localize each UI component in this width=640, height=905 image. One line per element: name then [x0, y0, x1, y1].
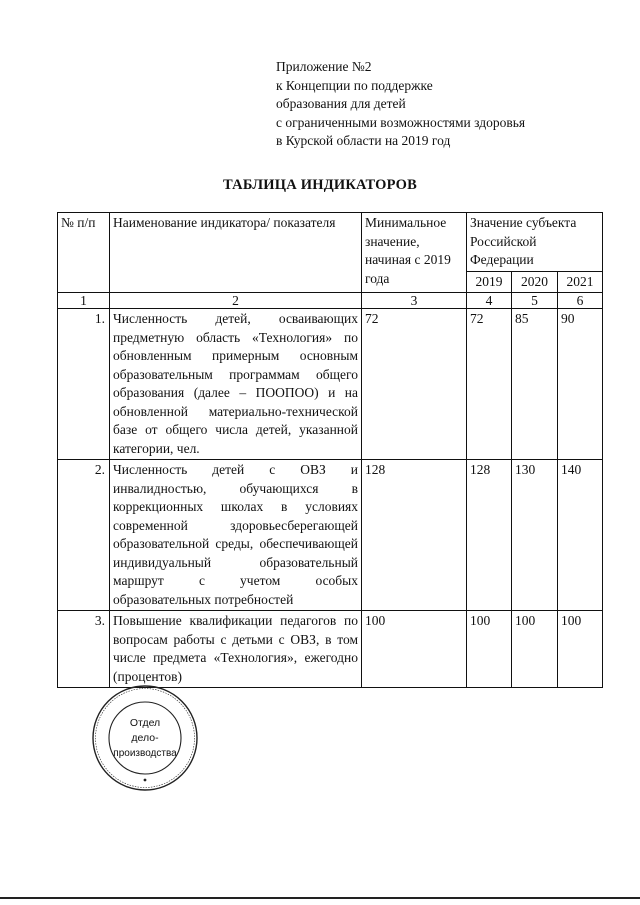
row-value-2020: 100: [512, 611, 558, 688]
stamp-seal-icon: [91, 684, 199, 792]
table-row: [58, 460, 603, 611]
bottom-scan-line: [0, 897, 640, 899]
row-min: 128: [362, 460, 467, 611]
row-name: Повышение квалификации педагогов по вопросам работы с детьми с ОВЗ, в том числе предмета «Технология», ежегодно (процентов): [110, 611, 362, 688]
header-group: Значение субъекта Российской Федерации: [467, 213, 603, 272]
index-cell: 4: [467, 293, 512, 309]
header-year: 2021: [558, 271, 603, 293]
row-num: 1.: [58, 309, 110, 460]
row-min: 72: [362, 309, 467, 460]
stamp-line: производства: [113, 748, 177, 759]
stamp-line: дело-: [131, 732, 159, 744]
row-value-2020: 130: [512, 460, 558, 611]
table-index-row: [58, 293, 603, 309]
row-value-2019: 128: [467, 460, 512, 611]
row-min: 100: [362, 611, 467, 688]
header-name: Наименование индикатора/ показателя: [110, 213, 362, 293]
index-cell: 5: [512, 293, 558, 309]
row-num: 2.: [58, 460, 110, 611]
row-value-2021: 140: [558, 460, 603, 611]
appendix-line: в Курской области на 2019 год: [276, 133, 451, 148]
row-value-2021: 90: [558, 309, 603, 460]
row-value-2019: 72: [467, 309, 512, 460]
appendix-line: образования для детей: [276, 96, 406, 111]
row-value-2021: 100: [558, 611, 603, 688]
appendix-line: с ограниченными возможностями здоровья: [276, 114, 526, 130]
index-cell: 2: [110, 293, 362, 309]
appendix-line: Приложение №2: [276, 59, 372, 74]
index-cell: 3: [362, 293, 467, 309]
row-value-2019: 100: [467, 611, 512, 688]
stamp-line: Отдел: [129, 717, 161, 729]
indicators-table: [57, 212, 603, 688]
header-year: 2020: [512, 271, 558, 293]
header-year: 2019: [467, 271, 512, 293]
row-name: Численность детей, осваивающих предметную область «Технология» по обновленным примерным основным образовательным программам общего образования (далее – ПООПОО) и на обновленной материально-технической базе от общего числа детей, указанной категории, чел.: [110, 309, 362, 460]
index-cell: 6: [558, 293, 603, 309]
row-name: Численность детей с ОВЗ и инвалидностью, обучающихся в коррекционных школах в условиях современной здоровьесберегающей образовательной среды, обеспечивающей индивидуальный образовательный маршрут с учетом особых образовательных потребностей: [110, 460, 362, 611]
table-row: [58, 611, 603, 688]
header-min: Минимальное значение, начиная с 2019 года: [362, 213, 467, 293]
row-num: 3.: [58, 611, 110, 688]
appendix-line: к Концепции по поддержке: [276, 77, 433, 93]
table-header-row: [58, 213, 603, 272]
row-value-2020: 85: [512, 309, 558, 460]
table-row: [58, 309, 603, 460]
header-num: № п/п: [58, 213, 110, 293]
official-stamp: [91, 684, 199, 792]
document-title: ТАБЛИЦА ИНДИКАТОРОВ: [223, 177, 417, 193]
index-cell: 1: [58, 293, 110, 309]
appendix-header: [276, 58, 525, 151]
